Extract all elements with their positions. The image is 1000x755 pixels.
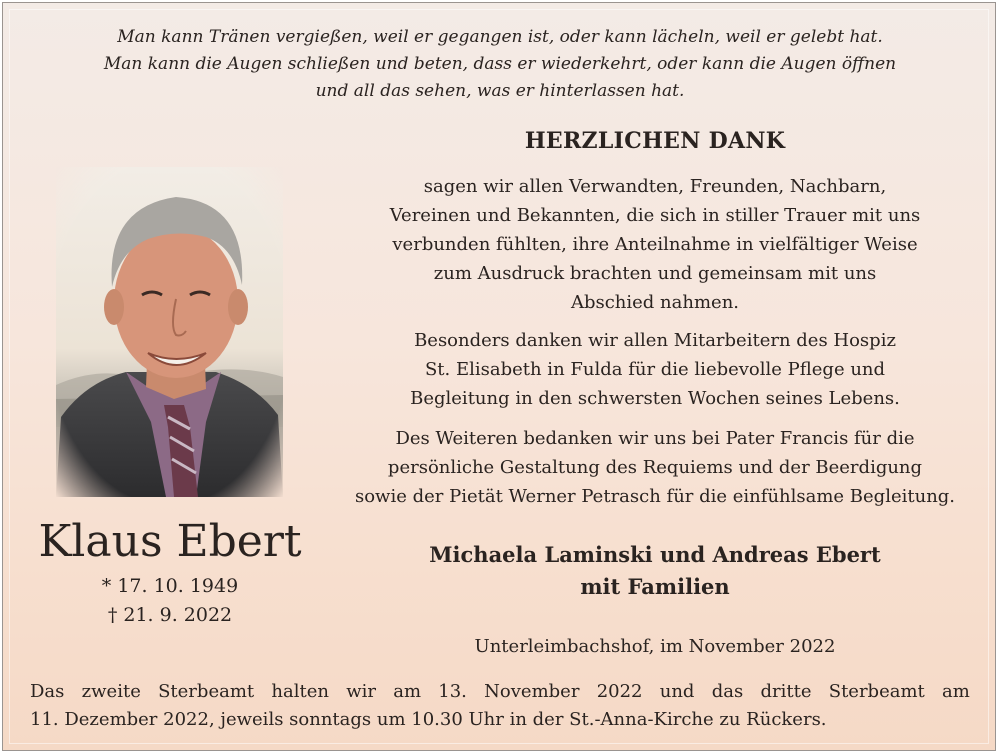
text-line: sowie der Pietät Werner Petrasch für die einfühlsame Begleitung. — [354, 486, 956, 507]
signers-line: mit Familien — [580, 574, 730, 599]
quote-line: Man kann Tränen vergießen, weil er gegangen ist, oder kann lächeln, weil er gelebt hat. — [117, 27, 883, 47]
word: zweite — [81, 681, 141, 702]
signers-line: Michaela Laminski und Andreas Ebert — [429, 542, 881, 567]
announcement-line-2: 11. Dezember 2022, jeweils sonntags um 10.30 Uhr in der St.-Anna-Kirche zu Rückers. — [30, 709, 827, 730]
word: Sterbeamt — [828, 681, 925, 702]
word: dritte — [760, 681, 812, 702]
text-line: Abschied nahmen. — [570, 292, 740, 313]
service-announcement — [30, 678, 970, 734]
word: Sterbeamt — [158, 681, 255, 702]
text-line: persönliche Gestaltung des Requiems und der Beerdigung — [387, 457, 923, 478]
quote-line: und all das sehen, was er hinterlassen hat. — [315, 81, 685, 101]
text-line: Vereinen und Bekannten, die sich in stiller Trauer mit uns — [389, 205, 921, 226]
text-line: Des Weiteren bedanken wir uns bei Pater Francis für die — [395, 428, 915, 449]
word: halten — [271, 681, 329, 702]
word: wir — [346, 681, 376, 702]
word: November — [484, 681, 580, 702]
text-line: St. Elisabeth in Fulda für die liebevolle Pflege und — [424, 359, 886, 380]
word: am — [393, 681, 422, 702]
text-line: Besonders danken wir allen Mitarbeitern des Hospiz — [414, 330, 896, 351]
deceased-name: Klaus Ebert — [38, 516, 302, 567]
word: Das — [30, 681, 65, 702]
word: das — [711, 681, 744, 702]
thanks-paragraph-3 — [310, 424, 1000, 511]
word: 2022 — [596, 681, 643, 702]
thanks-paragraph-2 — [310, 326, 1000, 413]
memorial-quote — [0, 24, 1000, 105]
death-date: † 21. 9. 2022 — [107, 604, 233, 626]
text-line: zum Ausdruck brachten und gemeinsam mit uns — [433, 263, 877, 284]
thanks-heading: HERZLICHEN DANK — [524, 128, 786, 154]
announcement-line-1 — [30, 678, 970, 706]
place-date: Unterleimbachshof, im November 2022 — [474, 636, 836, 657]
quote-line: Man kann die Augen schließen und beten, dass er wiederkehrt, oder kann die Augen öffnen — [103, 54, 897, 74]
text-line: verbunden fühlten, ihre Anteilnahme in vielfältiger Weise — [392, 234, 918, 255]
word: am — [942, 681, 970, 702]
word: und — [659, 681, 695, 702]
birth-date: * 17. 10. 1949 — [101, 575, 239, 597]
thanks-paragraph-1 — [310, 172, 1000, 317]
signers — [340, 539, 970, 603]
text-line: Begleitung in den schwersten Wochen seines Lebens. — [410, 388, 900, 409]
portrait-photo — [56, 167, 283, 497]
word: 13. — [438, 681, 467, 702]
text-line: sagen wir allen Verwandten, Freunden, Nachbarn, — [423, 176, 887, 197]
